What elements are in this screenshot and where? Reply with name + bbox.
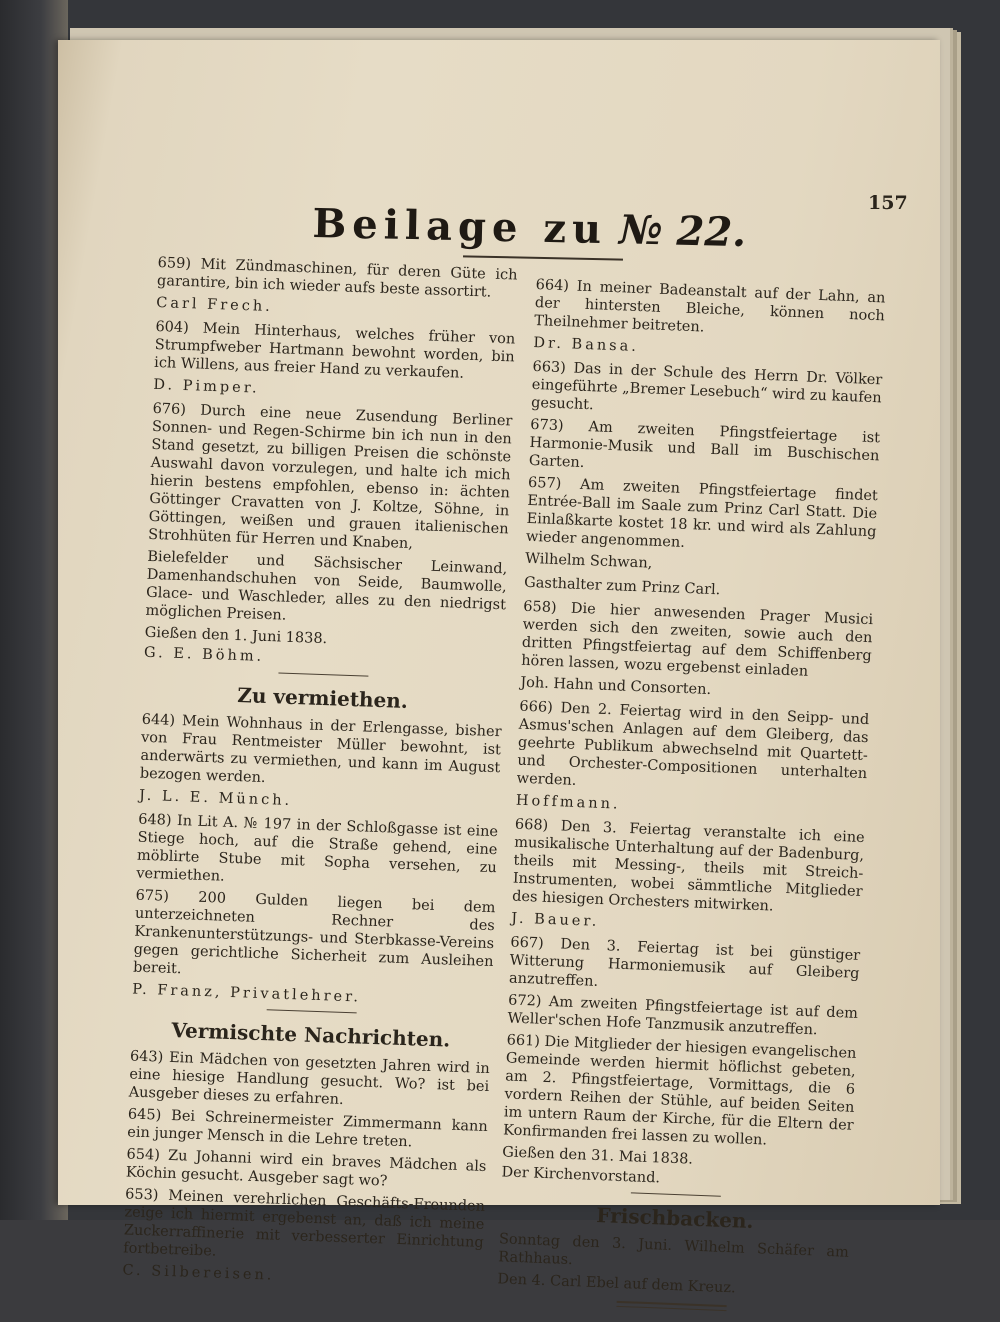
ad-604-signature: D. Pimper.	[153, 376, 260, 397]
ad-643: 643) Ein Mädchen von gesetzten Jahren wird in eine hiesige Handlung gesucht. Wo? ist bei Ausgeber dieses zu erfahren.	[128, 1048, 491, 1108]
section-heading-misc: Vermischte Nachrichten.	[171, 1017, 451, 1052]
ad-658-signature: Joh. Hahn und Consorten.	[520, 674, 712, 699]
ad-664-signature: Dr. Bansa.	[533, 334, 640, 355]
ad-675: 675) 200 Gulden liegen bei dem unterzeichneten Rechner des Krankenunterstützungs- und Sterbkasse-Vereins gegen gerichtliche Sicherheit zum Ausleihen bereit.	[132, 887, 496, 978]
ad-675-signature: P. Franz, Privatlehrer.	[132, 981, 362, 1006]
ad-676-extra: Bielefelder und Sächsischer Leinwand, Damenhandschuhen von Seide, Baumwolle, Glace- und Waschleder, alles zu den niedrigst möglichen Preisen.	[145, 548, 508, 624]
newspaper-page	[58, 40, 940, 1297]
page-title	[312, 200, 873, 259]
section-heading-rent: Zu vermiethen.	[236, 683, 409, 713]
ad-676-signature: G. E. Böhm.	[143, 644, 265, 665]
baking-sunday: Sonntag den 3. Juni. Wilhelm Schäfer am Rathhaus.	[497, 1231, 850, 1269]
ad-666: 666) Den 2. Feiertag wird in den Seipp- und Asmus'schen Anlagen auf dem Gleiberg, das geehrte Publikum abwechselnd mit Quartett- und Orchester-Compositionen unterhalten werden.	[516, 698, 870, 789]
issue-number: № 22.	[618, 206, 747, 257]
ad-661-signature: Der Kirchenvorstand.	[501, 1164, 661, 1187]
title-rule	[463, 255, 623, 260]
divider	[267, 1009, 357, 1013]
right-column	[496, 276, 885, 1322]
ad-668-signature: J. Bauer.	[511, 910, 600, 930]
title-text: Beilage zu	[312, 200, 608, 254]
ad-644: 644) Mein Wohnhaus in der Erlengasse, bisher von Frau Rentmeister Müller bewohnt, ist anderwärts zu vermiethen, und kann im August bezogen werden.	[139, 711, 502, 787]
ad-663: 663) Das in der Schule des Herrn Dr. Völker eingeführte „Bremer Lesebuch“ wird zu kaufen gesucht.	[530, 358, 883, 414]
divider	[631, 1192, 721, 1196]
section-heading-baking: Frischbacken.	[595, 1203, 754, 1234]
ad-604: 604) Mein Hinterhaus, welches früher von Strumpfweber Hartmann bewohnt worden, bin ich Willens, aus freier Hand zu verkaufen.	[153, 318, 516, 382]
ad-664: 664) In meiner Badeanstalt auf der Lahn, an der hintersten Bleiche, können noch Theilnehmer beitreten.	[533, 276, 886, 336]
ad-659-signature: Carl Frech.	[156, 294, 274, 316]
ad-673: 673) Am zweiten Pfingstfeiertage ist Harmonie-Musik und Ball im Buschischen Garten.	[528, 416, 881, 471]
ad-672: 672) Am zweiten Pfingstfeiertage ist auf dem Weller'schen Hofe Tanzmusik anzutreffen.	[507, 992, 859, 1039]
ad-644-signature: J. L. E. Münch.	[138, 787, 293, 810]
ad-658: 658) Die hier anwesenden Prager Musici werden sich den zweiten, sowie auch den dritten Pfingstfeiertag auf dem Schiffenberg hören lassen, wozu ergebenst einladen	[520, 598, 874, 680]
ad-676: 676) Durch eine neue Zusendung Berliner Sonnen- und Regen-Schirme bin ich nun in den Stand gesetzt, zu billigen Preisen die schönste Auswahl davon vorzulegen, und halte ich mich hierin bestens empfohlen, ebenso in: ächten Göttinger Cravatten von J. Koltze, Söhne, in Göttingen, weißen und grauen italienischen Strohhüten für Herren und Knaben,	[147, 400, 513, 553]
ad-661-date: Gießen den 31. Mai 1838.	[502, 1144, 694, 1168]
divider	[278, 672, 368, 676]
ad-659: 659) Mit Zündmaschinen, für deren Güte ich garantire, bin ich wieder aufs beste assortirt.	[156, 254, 518, 301]
left-column	[122, 254, 518, 1298]
ad-653-signature: C. Silbereisen.	[122, 1262, 275, 1284]
ad-676-date: Gießen den 1. Juni 1838.	[144, 624, 328, 648]
ad-653: 653) Meinen verehrlichen Geschäfts-Freunden zeige ich hiermit ergebenst an, daß ich meine Zuckerraffinerie mit verbesserter Einrichtung fortbetreibe.	[122, 1186, 486, 1260]
ad-648: 648) In Lit A. № 197 in der Schloßgasse ist eine Stiege hoch, auf die Straße gehend, eine möblirte Stube mit Sopha versehen, zu vermiethen.	[136, 811, 499, 885]
ad-657-signature-title: Gasthalter zum Prinz Carl.	[523, 574, 721, 599]
ad-657: 657) Am zweiten Pfingstfeiertage findet Entrée-Ball im Saale zum Prinz Carl Statt. Die Einlaßkarte kostet 18 kr. und wird als Zahlung wieder angenommen.	[525, 474, 879, 551]
ad-661: 661) Die Mitglieder der hiesigen evangelischen Gemeinde werden hiermit höflichst gebeten, am 2. Pfingstfeiertage, Vormittags, die 6 vordern Reihen der Stühle, auf beiden Seiten im untern Raum der Kirche, für die Eltern der Konfirmanden frei lassen zu wollen.	[502, 1032, 857, 1149]
ad-666-signature: Hoffmann.	[515, 792, 621, 813]
ad-654: 654) Zu Johanni wird ein braves Mädchen als Köchin gesucht. Ausgeber sagt wo?	[125, 1146, 487, 1190]
page-number: 157	[868, 192, 908, 214]
ad-657-signature: Wilhelm Schwan,	[524, 550, 653, 572]
baking-monday: Den 4. Carl Ebel auf dem Kreuz.	[497, 1271, 736, 1297]
ad-668: 668) Den 3. Feiertag veranstalte ich eine musikalische Unterhaltung auf der Badenburg, theils mit Messing-, theils mit Streich-Instrumenten, wobei sämmtliche Mitglieder des hiesigen Orchesters mitwirken.	[511, 816, 865, 915]
ad-645: 645) Bei Schreinermeister Zimmermann kann ein junger Mensch in die Lehre treten.	[127, 1106, 489, 1151]
end-rule	[616, 1301, 726, 1311]
ad-667: 667) Den 3. Feiertag ist bei günstiger Witterung Harmoniemusik auf Gleiberg anzutreffen.	[508, 934, 861, 990]
